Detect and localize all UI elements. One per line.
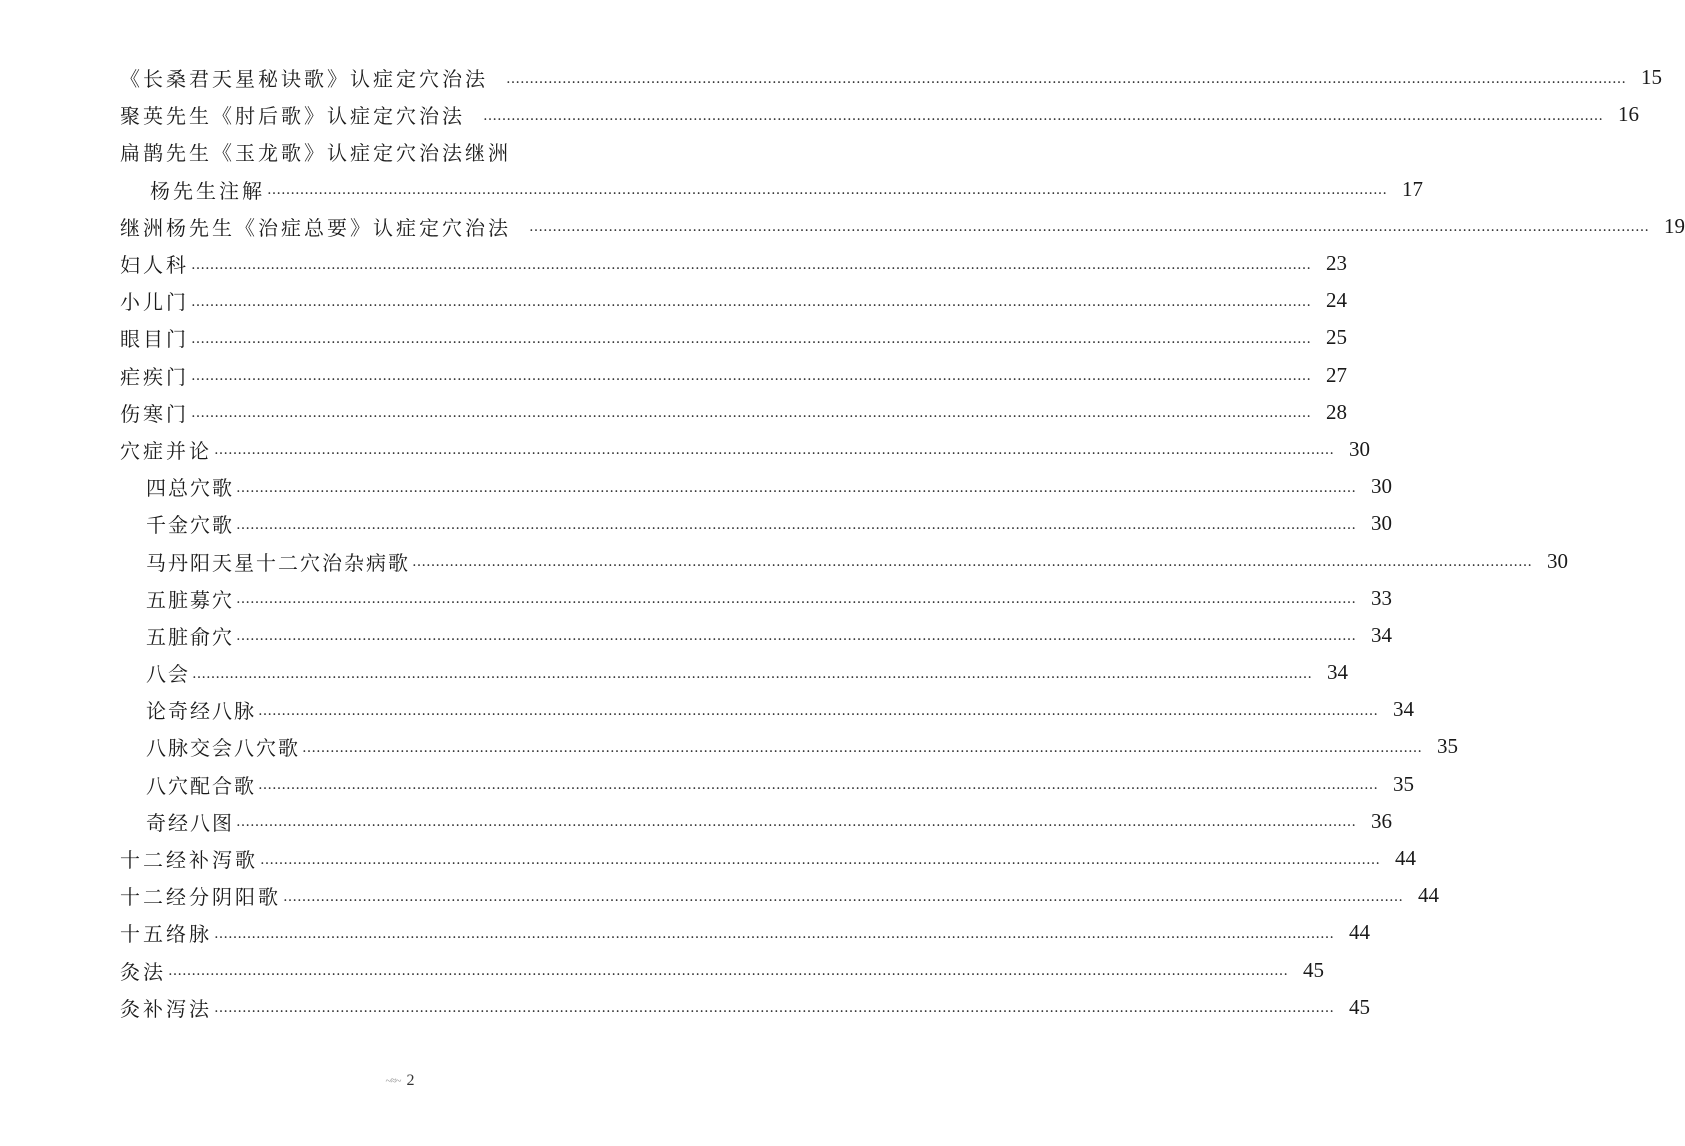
toc-entry-title: 千金穴歌	[146, 513, 234, 538]
toc-entry-title: 疟疾门	[120, 364, 189, 389]
toc-entry[interactable]	[120, 617, 1392, 654]
toc-entry-title: 马丹阳天星十二穴治杂病歌	[146, 550, 410, 575]
toc-entry-title: 论奇经八脉	[146, 699, 256, 724]
toc-entry-title: 杨先生注解	[150, 178, 265, 203]
toc-entry[interactable]	[120, 989, 1370, 1026]
dot-leader: ……………………………………………………………………………………………………………………………………………………………………………………………………………………	[302, 739, 1422, 756]
toc-entry[interactable]	[120, 245, 1347, 282]
dot-leader: ……………………………………………………………………………………………………………………………………………………………………………………………………………………	[267, 182, 1387, 199]
toc-entry-page: 44	[1418, 883, 1439, 908]
toc-entry[interactable]	[120, 394, 1347, 431]
toc-entry-title: 五脏俞穴	[146, 624, 234, 649]
toc-entry-page: 36	[1371, 808, 1392, 833]
dot-leader: ……………………………………………………………………………………………………………………………………………………………………………………………………………………	[191, 256, 1311, 273]
toc-entry-page: 34	[1371, 622, 1392, 647]
toc-entry-title: 八穴配合歌	[146, 773, 256, 798]
toc-entry-title: 穴症并论	[120, 438, 212, 463]
toc-entry[interactable]	[120, 914, 1370, 951]
toc-entry[interactable]	[120, 431, 1370, 468]
toc-entry[interactable]	[120, 505, 1392, 542]
dot-leader: ……………………………………………………………………………………………………………………………………………………………………………………………………………………	[258, 777, 1378, 794]
dot-leader: ……………………………………………………………………………………………………………………………………………………………………………………………………………………	[191, 293, 1311, 310]
toc-entry-title: 十五络脉	[120, 922, 212, 947]
toc-entry-page: 33	[1371, 585, 1392, 610]
dot-leader: ……………………………………………………………………………………………………………………………………………………………………………………………………………………	[168, 963, 1288, 980]
dot-leader: ……………………………………………………………………………………………………………………………………………………………………………………………………………………	[506, 70, 1626, 87]
toc-entry[interactable]	[120, 952, 1324, 989]
toc-entry-title: 八会	[146, 662, 190, 687]
toc-entry-title: 五脏募穴	[146, 587, 234, 612]
toc-entry-title: 眼目门	[120, 327, 189, 352]
toc-entry[interactable]	[120, 728, 1458, 765]
dot-leader: ……………………………………………………………………………………………………………………………………………………………………………………………………………………	[214, 925, 1334, 942]
toc-entry-title: 十二经补泻歌	[120, 848, 258, 873]
toc-entry-title: 小儿门	[120, 290, 189, 315]
dot-leader: ……………………………………………………………………………………………………………………………………………………………………………………………………………………	[236, 516, 1356, 533]
toc-entry-title: 继洲杨先生《治症总要》认症定穴治法	[120, 215, 511, 240]
dot-leader: ……………………………………………………………………………………………………………………………………………………………………………………………………………………	[283, 888, 1403, 905]
toc-entry[interactable]	[120, 171, 1423, 208]
toc-entry-page: 34	[1327, 660, 1348, 685]
toc-entry[interactable]	[120, 877, 1439, 914]
toc-entry-page: 25	[1326, 325, 1347, 350]
dot-leader: ……………………………………………………………………………………………………………………………………………………………………………………………………………………	[191, 368, 1311, 385]
toc-entry-page: 45	[1303, 957, 1324, 982]
toc-entry[interactable]	[120, 319, 1347, 356]
toc-entry-page: 30	[1371, 474, 1392, 499]
dot-leader: ……………………………………………………………………………………………………………………………………………………………………………………………………………………	[412, 554, 1532, 571]
dot-leader: ……………………………………………………………………………………………………………………………………………………………………………………………………………………	[260, 851, 1380, 868]
dot-leader: ……………………………………………………………………………………………………………………………………………………………………………………………………………………	[214, 1000, 1334, 1017]
toc-entry-page: 16	[1618, 102, 1639, 127]
toc-entry-title: 奇经八图	[146, 810, 234, 835]
toc-entry[interactable]	[120, 357, 1347, 394]
toc-entry-title: 八脉交会八穴歌	[146, 736, 300, 761]
toc-entry-page: 15	[1641, 65, 1662, 90]
toc-entry-title: 灸法	[120, 959, 166, 984]
ornament-icon: ~≈~	[385, 1075, 401, 1088]
toc-entry-title: 聚英先生《肘后歌》认症定穴治法	[120, 104, 465, 129]
toc-entry-page: 45	[1349, 994, 1370, 1019]
toc-entry[interactable]	[120, 654, 1348, 691]
toc-entry[interactable]	[120, 282, 1347, 319]
toc-entry-title: 扁鹊先生《玉龙歌》认症定穴治法继洲	[120, 141, 511, 166]
dot-leader: ……………………………………………………………………………………………………………………………………………………………………………………………………………………	[214, 442, 1334, 459]
dot-leader: ……………………………………………………………………………………………………………………………………………………………………………………………………………………	[236, 591, 1356, 608]
toc-entry-page: 30	[1371, 511, 1392, 536]
dot-leader: ……………………………………………………………………………………………………………………………………………………………………………………………………………………	[191, 405, 1311, 422]
toc-entry[interactable]	[120, 208, 1685, 245]
dot-leader: ……………………………………………………………………………………………………………………………………………………………………………………………………………………	[258, 702, 1378, 719]
toc-entry-page: 30	[1349, 436, 1370, 461]
toc-entry-page: 35	[1393, 771, 1414, 796]
toc-entry[interactable]	[120, 840, 1416, 877]
toc-entry-page: 19	[1664, 213, 1685, 238]
toc-entry[interactable]	[120, 133, 718, 170]
toc-entry-title: 伤寒门	[120, 401, 189, 426]
dot-leader: ……………………………………………………………………………………………………………………………………………………………………………………………………………………	[192, 665, 1312, 682]
toc-entry-page: 17	[1402, 176, 1423, 201]
dot-leader: ……………………………………………………………………………………………………………………………………………………………………………………………………………………	[236, 628, 1356, 645]
toc-entry-page: 35	[1437, 734, 1458, 759]
toc-entry-title: 《长桑君天星秘诀歌》认症定穴治法	[120, 67, 488, 92]
toc-entry-page: 28	[1326, 399, 1347, 424]
dot-leader: ……………………………………………………………………………………………………………………………………………………………………………………………………………………	[529, 219, 1649, 236]
page-number: 2	[406, 1072, 415, 1089]
toc-entry-title: 妇人科	[120, 253, 189, 278]
page-footer	[0, 1072, 800, 1090]
toc-entry[interactable]	[120, 691, 1414, 728]
toc-entry[interactable]	[120, 542, 1568, 579]
toc-entry[interactable]	[120, 766, 1414, 803]
table-of-contents	[120, 59, 1685, 1026]
toc-entry[interactable]	[120, 59, 1662, 96]
dot-leader: ……………………………………………………………………………………………………………………………………………………………………………………………………………………	[236, 814, 1356, 831]
toc-entry-page: 34	[1393, 697, 1414, 722]
toc-entry-title: 灸补泻法	[120, 996, 212, 1021]
toc-entry-title: 十二经分阴阳歌	[120, 885, 281, 910]
toc-entry-title: 四总穴歌	[146, 476, 234, 501]
toc-entry-page: 30	[1547, 548, 1568, 573]
toc-entry-page: 23	[1326, 251, 1347, 276]
toc-entry-page: 24	[1326, 288, 1347, 313]
dot-leader: ……………………………………………………………………………………………………………………………………………………………………………………………………………………	[191, 330, 1311, 347]
toc-entry-page: 44	[1349, 920, 1370, 945]
toc-entry-page: 44	[1395, 846, 1416, 871]
toc-entry[interactable]	[120, 468, 1392, 505]
dot-leader: ……………………………………………………………………………………………………………………………………………………………………………………………………………………	[236, 479, 1356, 496]
toc-entry[interactable]	[120, 803, 1392, 840]
toc-entry-page: 27	[1326, 362, 1347, 387]
toc-entry[interactable]	[120, 580, 1392, 617]
dot-leader: ……………………………………………………………………………………………………………………………………………………………………………………………………………………	[483, 107, 1603, 124]
toc-entry[interactable]	[120, 96, 1639, 133]
